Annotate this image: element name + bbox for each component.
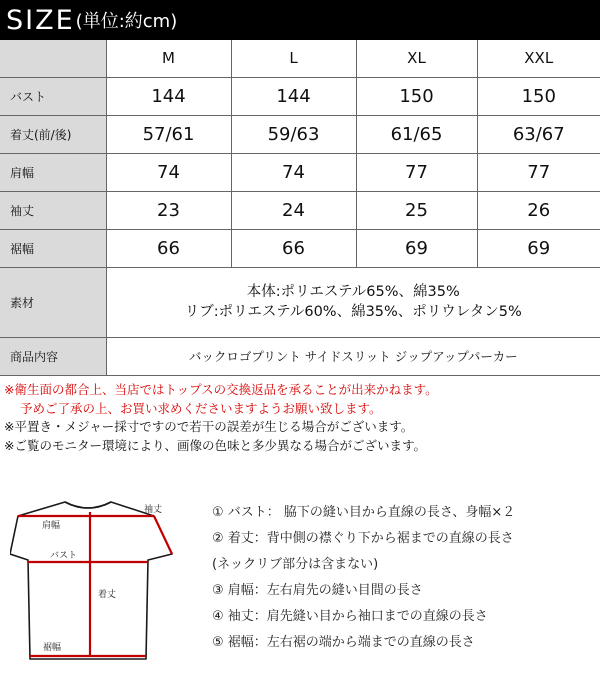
table-cell: 150 (477, 77, 600, 115)
size-header (0, 0, 600, 40)
table-row (0, 115, 600, 153)
column-header-xxl: XXL (477, 40, 600, 77)
table-row (0, 77, 600, 115)
definition-length-note: (ネックリブ部分は含まない) (212, 557, 379, 572)
table-cell: 77 (356, 153, 477, 191)
table-cell: 66 (231, 229, 356, 267)
bust-label: バスト (50, 551, 78, 561)
table-row (0, 191, 600, 229)
return-policy-note-2: 予めご了承の上、お買い求めくださいますようお願い致します。 (20, 400, 382, 416)
table-cell: 66 (106, 229, 231, 267)
material-cell (106, 267, 600, 337)
tshirt-outline (10, 498, 190, 668)
table-cell: 74 (231, 153, 356, 191)
table-cell: 144 (231, 77, 356, 115)
table-cell: 69 (477, 229, 600, 267)
material-label: 素材 (0, 267, 106, 337)
column-header-m: M (106, 40, 231, 77)
table-cell: 77 (477, 153, 600, 191)
corner-cell (0, 40, 106, 77)
length-label: 着丈 (98, 590, 117, 600)
table-cell: 61/65 (356, 115, 477, 153)
column-header-l: L (231, 40, 356, 77)
size-title: SIZE (6, 4, 75, 36)
row-label: 着丈(前/後) (0, 115, 106, 153)
definition-length: ② 着丈：背中側の襟ぐり下から裾までの直線の長さ (212, 531, 514, 546)
notes (4, 381, 438, 455)
table-cell: 63/67 (477, 115, 600, 153)
table-cell: 26 (477, 191, 600, 229)
tshirt-diagram (10, 498, 190, 668)
product-label: 商品内容 (0, 337, 106, 375)
table-cell: 69 (356, 229, 477, 267)
sleeve-line (154, 516, 172, 554)
table-cell: 57/61 (106, 115, 231, 153)
row-label: 裾幅 (0, 229, 106, 267)
return-policy-note: ※衛生面の都合上、当店ではトップスの交換返品を承ることが出来かねます。 (4, 382, 438, 397)
definition-sleeve: ④ 袖丈：肩先縫い目から袖口までの直線の長さ (212, 609, 488, 624)
table-cell: 59/63 (231, 115, 356, 153)
row-label: 袖丈 (0, 191, 106, 229)
sleeve-label: 袖丈 (144, 505, 163, 515)
table-cell: 74 (106, 153, 231, 191)
product-cell: バックロゴプリント サイドスリット ジップアップパーカー (106, 337, 600, 375)
measurement-definitions (212, 503, 515, 659)
table-cell: 150 (356, 77, 477, 115)
unit-label: (単位:約cm) (75, 11, 178, 32)
table-row (0, 229, 600, 267)
hem-label: 裾幅 (43, 643, 62, 653)
product-row (0, 337, 600, 375)
table-header-row (0, 40, 600, 77)
material-line-rib: リブ:ポリエステル60%、綿35%、ポリウレタン5% (184, 304, 522, 320)
column-header-xl: XL (356, 40, 477, 77)
table-cell: 25 (356, 191, 477, 229)
definition-hem: ⑤ 裾幅：左右裾の端から端までの直線の長さ (212, 635, 475, 650)
measurement-note: ※平置き・メジャー採寸ですので若干の誤差が生じる場合がございます。 (4, 419, 414, 434)
size-table (0, 40, 600, 376)
table-cell: 144 (106, 77, 231, 115)
table-cell: 24 (231, 191, 356, 229)
table-cell: 23 (106, 191, 231, 229)
material-line-body: 本体:ポリエステル65%、綿35% (246, 284, 460, 300)
shoulder-label: 肩幅 (42, 521, 61, 531)
row-label: バスト (0, 77, 106, 115)
row-label: 肩幅 (0, 153, 106, 191)
material-row (0, 267, 600, 337)
definition-bust: ① バスト： 脇下の縫い目から直線の長さ、身幅×２ (212, 505, 516, 520)
definition-shoulder: ③ 肩幅：左右肩先の縫い目間の長さ (212, 583, 423, 598)
table-row (0, 153, 600, 191)
monitor-note: ※ご覧のモニター環境により、画像の色味と多少異なる場合がございます。 (4, 437, 426, 453)
